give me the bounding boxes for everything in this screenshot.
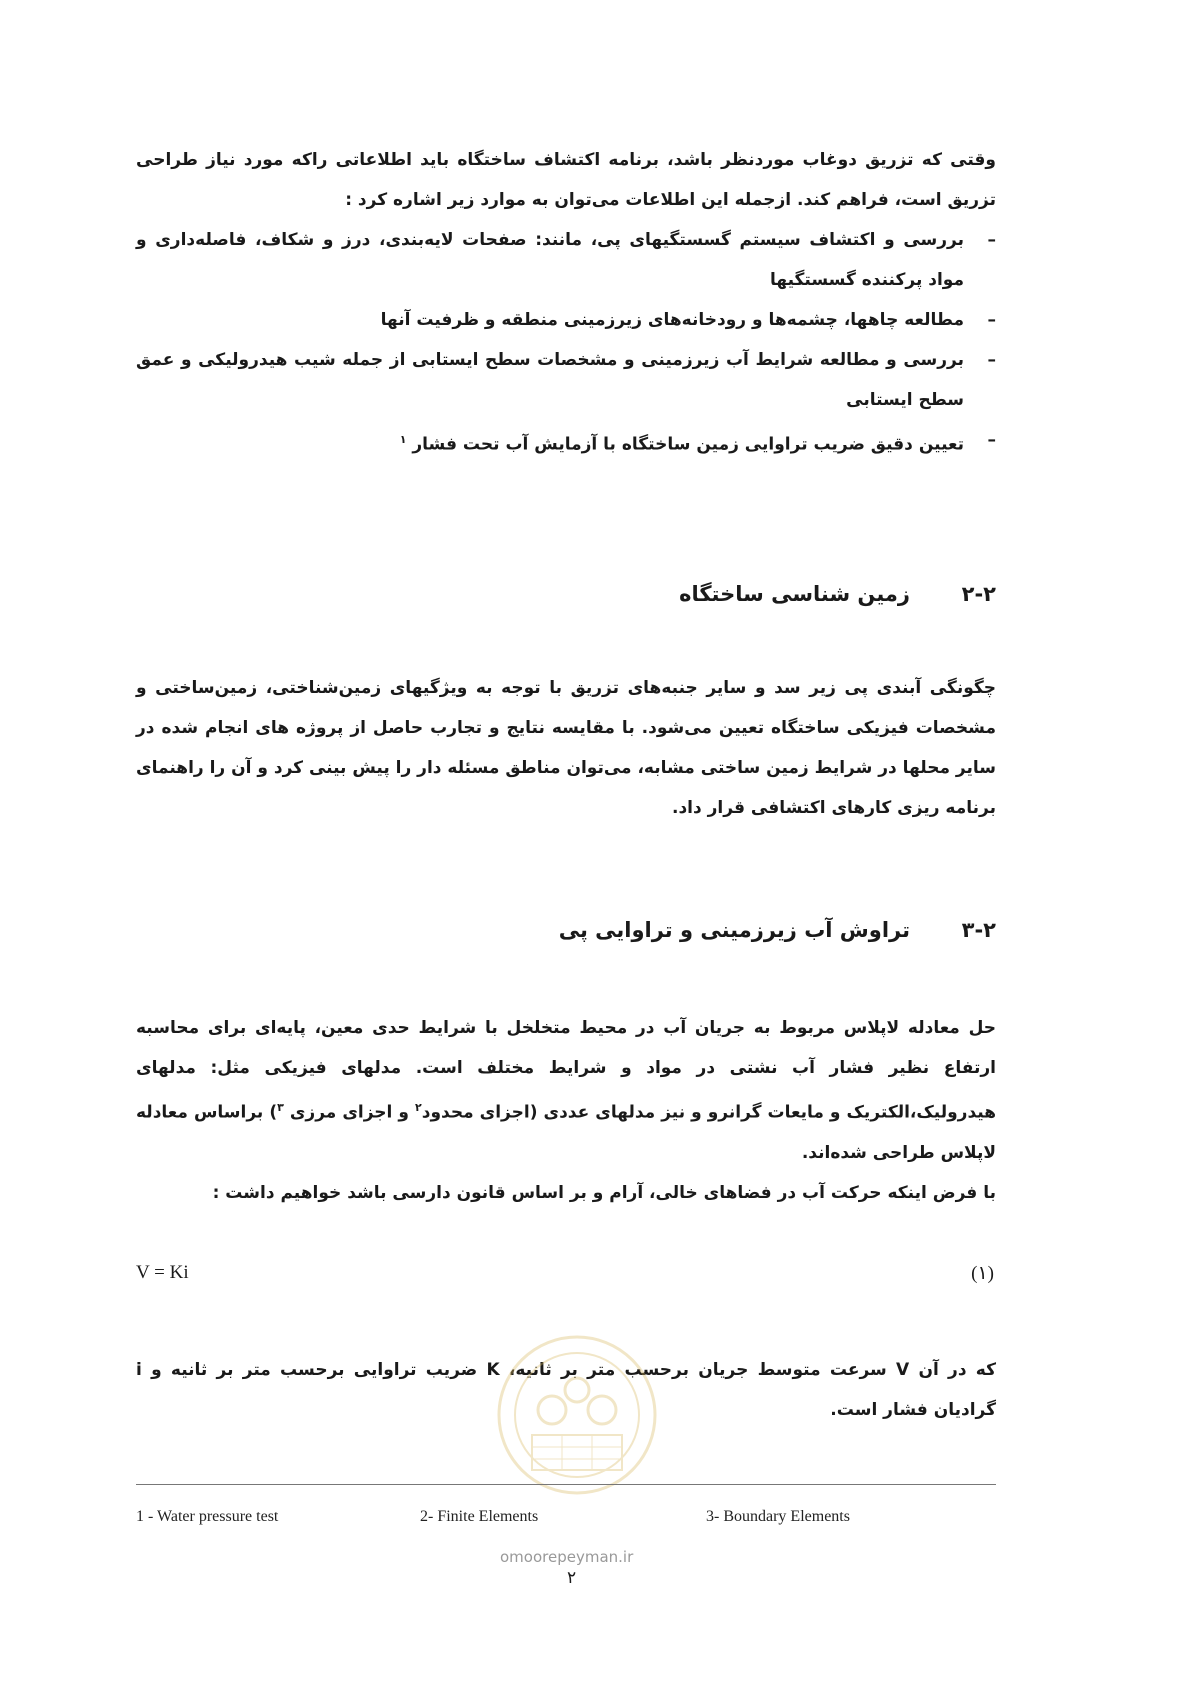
watermark-url: omoorepeyman.ir <box>500 1548 634 1566</box>
section-title: زمین شناسی ساختگاه <box>679 582 910 606</box>
bullet-item: – تعیین دقیق ضریب تراوایی زمین ساختگاه با آزمایش آب تحت فشار $^۱$ <box>136 420 996 465</box>
section-title: تراوش آب زیرزمینی و تراوایی پی <box>558 918 910 942</box>
bullet-item: – بررسی و اکتشاف سیستم گسستگیهای پی، مانند: صفحات لایه‌بندی، درز و شکاف، فاصله‌داری و مواد پرکننده گسستگیها <box>136 220 996 300</box>
section-heading <box>136 918 996 942</box>
footnote-marker: ۳ <box>277 1101 284 1114</box>
footnote-marker: ۱ <box>399 433 407 446</box>
bullet-dash: – <box>987 430 996 450</box>
footnote-2: 2- Finite Elements <box>420 1508 539 1525</box>
footnote-divider <box>136 1484 996 1485</box>
body-paragraph: با فرض اینکه حرکت آب در فضاهای خالی، آرام و بر اساس قانون دارسی باشد خواهیم داشت : <box>212 1182 996 1203</box>
section-3-2-body <box>136 1008 996 1213</box>
bullet-item: – مطالعه چاهها، چشمه‌ها و رودخانه‌های زیرزمینی منطقه و ظرفیت آنها <box>136 300 996 340</box>
intro-block <box>136 140 996 465</box>
section-2-2-body <box>136 668 996 828</box>
footnote-1: 1 - Water pressure test <box>136 1508 279 1525</box>
body-paragraph: که در آن V سرعت متوسط جریان برحسب متر بر ثانیه، K ضریب تراوایی برحسب متر بر ثانیه و i گرادیان فشار است. <box>136 1360 996 1420</box>
body-paragraph: چگونگی آبندی پی زیر سد و سایر جنبه‌های تزریق با توجه به ویژگیهای زمین‌شناختی، زمین‌ساختی و مشخصات فیزیکی ساختگاه تعیین می‌شود. با مقایسه نتایج و تجارب حاصل از پروژه های انجام شده در سایر محلها در شرایط زمین ساختی مشابه، می‌توان مناطق مسئله دار را پیش بینی کرد و آن را راهنمای برنامه ریزی کارهای اکتشافی قرار داد. <box>135 678 996 818</box>
bullet-item: – بررسی و مطالعه شرایط آب زیرزمینی و مشخصات سطح ایستابی از جمله شیب هیدرولیکی و عمق سطح ایستابی <box>136 340 996 420</box>
watermark-logo <box>492 1330 662 1500</box>
page-number: ۲ <box>567 1568 577 1588</box>
equation-number: (۱) <box>971 1263 994 1284</box>
bullet-dash: – <box>987 350 996 370</box>
section-number: ۲-۲ <box>961 582 996 606</box>
section-number: ۳-۲ <box>961 918 996 942</box>
footnote-marker: ۲ <box>415 1101 422 1114</box>
bullet-dash: – <box>987 230 996 250</box>
body-paragraph: حل معادله لاپلاس مربوط به جریان آب در محیط متخلخل با شرایط حدی معین، پایه‌ای برای محاسبه ارتفاع نظیر فشار آب نشتی در مواد و شرایط مختلف است. مدلهای فیزیکی مثل: مدلهای هیدرولیک،الکتریک و مایعات گرانرو و نیز مدلهای عددی (اجزای محدود$^۲$ و اجزای مرزی $^۳$) براساس معادله لاپلاس طراحی شده‌اند. <box>136 1018 997 1163</box>
intro-paragraph: وقتی که تزریق دوغاب موردنظر باشد، برنامه اکتشاف ساختگاه باید اطلاعاتی راکه مورد نیاز طراحی تزریق است، فراهم کند. ازجمله این اطلاعات می‌توان به موارد زیر اشاره کرد : <box>136 150 996 210</box>
footnote-3: 3- Boundary Elements <box>706 1508 850 1525</box>
section-heading <box>136 582 996 606</box>
bullet-dash: – <box>987 310 996 330</box>
equation: V = Ki <box>136 1262 189 1283</box>
